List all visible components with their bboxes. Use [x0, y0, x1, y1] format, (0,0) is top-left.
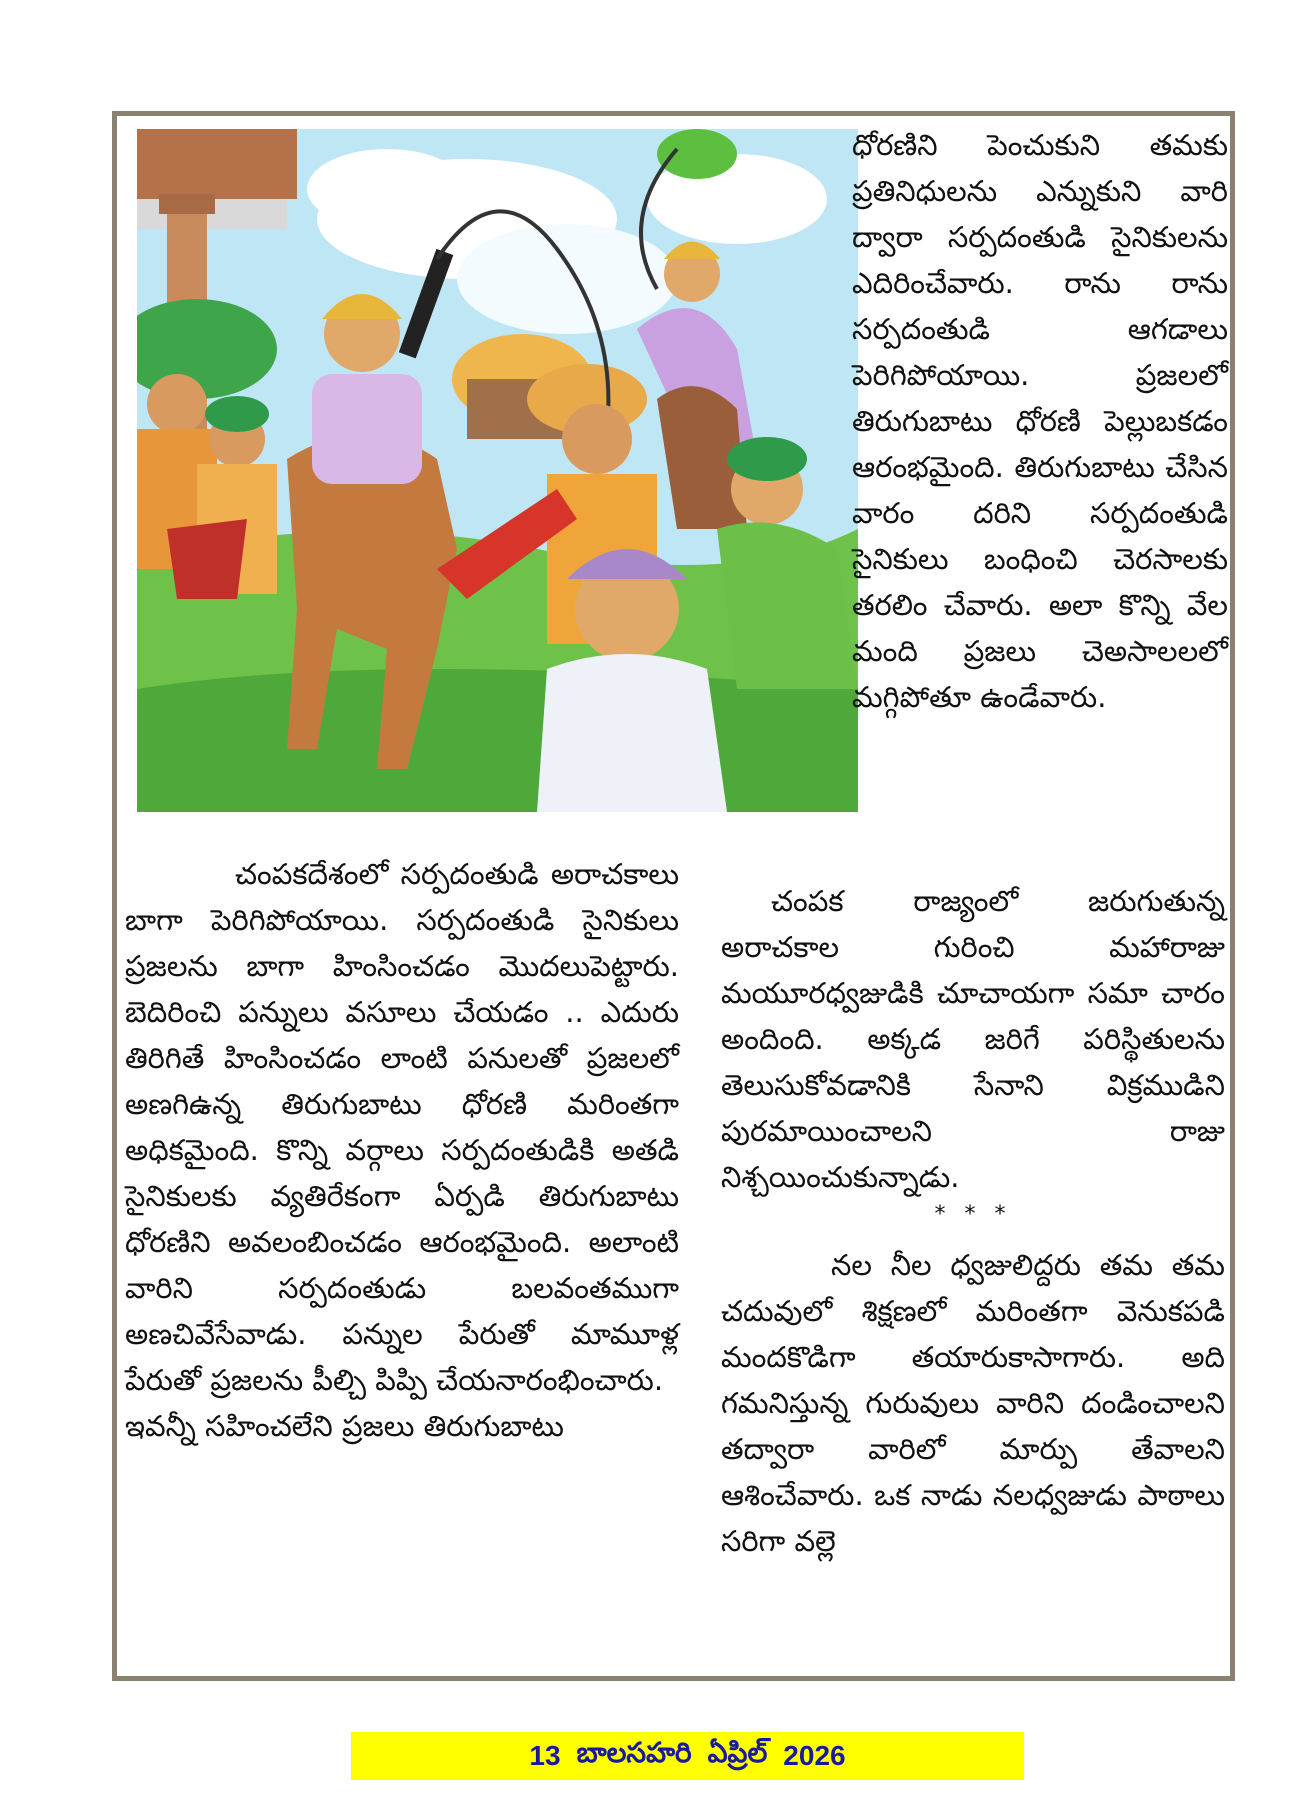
story-illustration: [137, 129, 858, 812]
paragraph: నల నీల ధ్వజులిద్దరు తమ తమ చదువులో శిక్షణలో మరింతగా వెనుకపడి మందకొడిగా తయారుకాసాగారు. అది గమనిస్తున్న గురువులు వారిని దండించాలని తద్వారా వారిలో మార్పు తేవాలని ఆశించేవారు. ఒక నాడు నలధ్వజుడు పాఠాలు సరిగా వల్లె: [721, 1248, 1225, 1558]
page-frame: [112, 111, 1235, 1681]
page-number: 13: [529, 1740, 561, 1771]
illustration-art: [137, 129, 858, 812]
right-column-top: [852, 122, 1228, 720]
right-column-bottom: [721, 878, 1225, 1564]
paragraph: చంపక రాజ్యంలో జరుగుతున్న అరాచకాల గురించి మహారాజు మయూరధ్వజుడికి చూచాయగా సమా చారం అందింది. అక్కడ జరిగే పరిస్థితులను తెలుసుకోవడానికి సేనాని విక్రముడిని పురమాయించాలని రాజు నిశ్చయించుకున్నాడు.: [721, 884, 1225, 1194]
issue-year: 2026: [783, 1740, 846, 1771]
paragraph: ఇవన్నీ సహించలేని ప్రజలు తిరుగుబాటు: [125, 1409, 564, 1443]
left-column: [125, 851, 679, 1449]
section-separator: * * *: [934, 1202, 1012, 1227]
magazine-name: బాలసహరి: [576, 1736, 692, 1768]
page-footer: [351, 1732, 1024, 1780]
issue-month: ఏప్రిల్: [707, 1736, 768, 1768]
paragraph: చంపకదేశంలో సర్పదంతుడి అరాచకాలు బాగా పెరిగిపోయాయి. సర్పదంతుడి సైనికులు ప్రజలను బాగా హింసించడం మొదలుపెట్టారు. బెదిరించి పన్నులు వసూలు చేయడం .. ఎదురు తిరిగితే హింసించడం లాంటి పనులతో ప్రజలలో అణగిఉన్న తిరుగుబాటు ధోరణి మరింతగా అధికమైంది. కొన్ని వర్గాలు సర్పదంతుడికి అతడి సైనికులకు వ్యతిరేకంగా ఏర్పడి తిరుగుబాటు ధోరణిని అవలంబించడం ఆరంభమైంది. అలాంటి వారిని సర్పదంతుడు బలవంతముగా అణచివేసేవాడు. పన్నుల పేరుతో మామూళ్ల పేరుతో ప్రజలను పీల్చి పిప్పి చేయనారంభించారు.: [125, 857, 679, 1397]
paragraph: ధోరణిని పెంచుకుని తమకు ప్రతినిధులను ఎన్నుకుని వారి ద్వారా సర్పదంతుడి సైనికులను ఎదిరించేవారు. రాను రాను సర్పదంతుడి ఆగడాలు పెరిగిపోయాయి. ప్రజలలో తిరుగుబాటు ధోరణి పెల్లుబకడం ఆరంభమైంది. తిరుగుబాటు చేసిన వారం దరిని సర్పదంతుడి సైనికులు బంధించి చెరసాలకు తరలిం చేవారు. అలా కొన్ని వేల మంది ప్రజలు చెఅసాలలలో మగ్గిపోతూ ఉండేవారు.: [852, 128, 1228, 714]
